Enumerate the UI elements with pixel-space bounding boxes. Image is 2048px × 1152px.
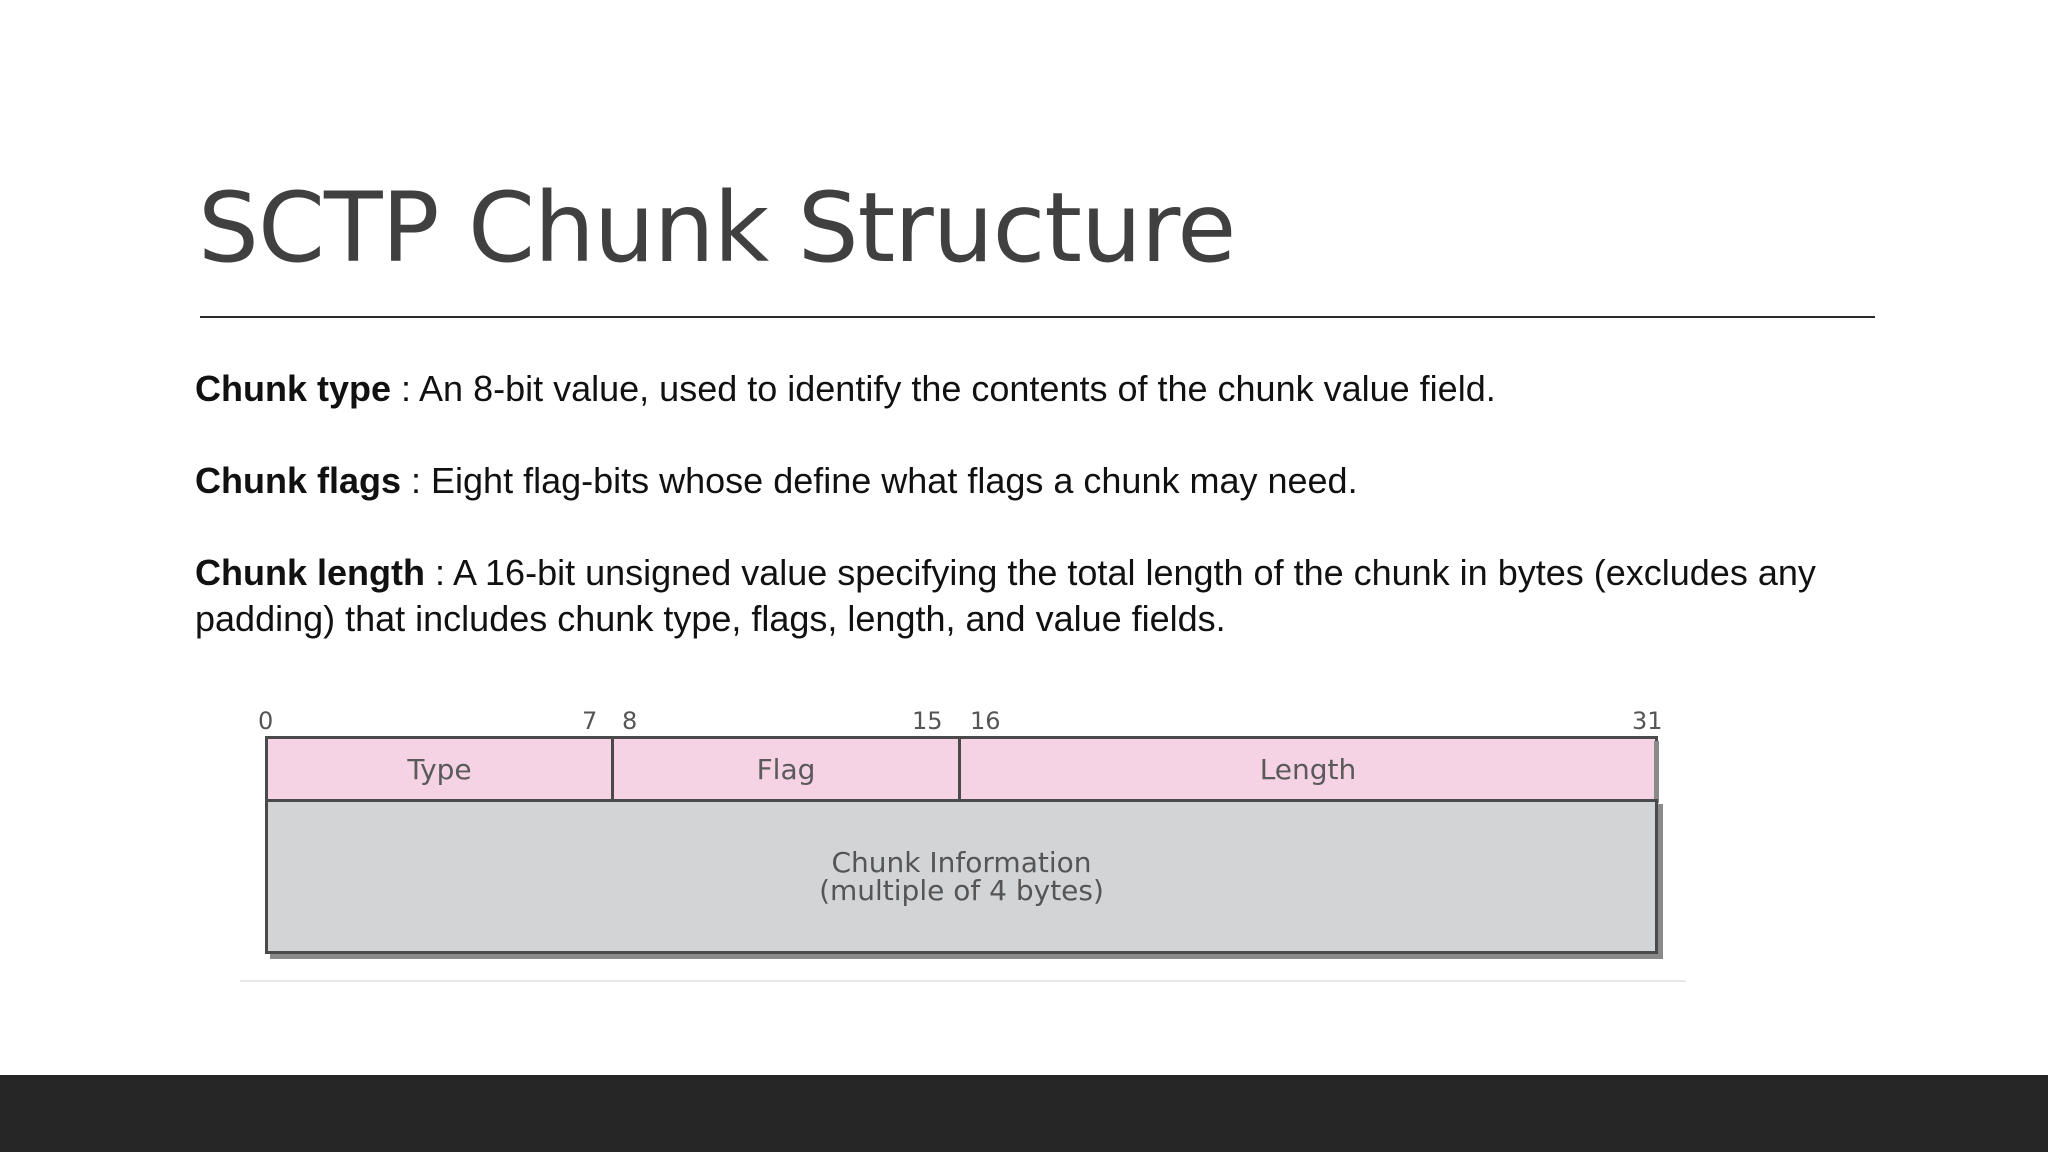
- definition-chunk-length: [195, 550, 1895, 642]
- field-chunk-information: [265, 799, 1658, 954]
- field-type-label: Type: [407, 752, 472, 786]
- definition-text: : Eight flag-bits whose define what flags a chunk may need.: [401, 460, 1358, 501]
- chunk-structure-diagram: [240, 700, 1686, 982]
- definition-term: Chunk flags: [195, 460, 402, 501]
- footer-bar: [0, 1075, 2048, 1152]
- bit-label-31: 31: [1632, 707, 1663, 735]
- field-type: [265, 736, 614, 802]
- field-length: [958, 736, 1658, 802]
- bit-label-7: 7: [582, 707, 598, 735]
- definition-chunk-type: [195, 366, 1895, 412]
- slide-title: SCTP Chunk Structure: [198, 172, 1236, 284]
- header-shadow: [1654, 741, 1659, 803]
- bit-label-16: 16: [970, 707, 1001, 735]
- definition-chunk-flags: [195, 458, 1895, 504]
- field-flag: [611, 736, 961, 802]
- title-divider: [200, 316, 1875, 318]
- chunk-info-line1: Chunk Information: [831, 845, 1092, 879]
- definition-term: Chunk length: [195, 552, 425, 593]
- definitions-text: [195, 366, 1895, 688]
- bit-label-8: 8: [622, 707, 638, 735]
- definition-term: Chunk type: [195, 368, 392, 409]
- chunk-info-line2: (multiple of 4 bytes): [819, 873, 1104, 907]
- definition-text: : An 8-bit value, used to identify the contents of the chunk value field.: [391, 368, 1496, 409]
- field-flag-label: Flag: [756, 752, 816, 786]
- bit-label-15: 15: [912, 707, 943, 735]
- bit-label-0: 0: [258, 707, 274, 735]
- field-length-label: Length: [1259, 752, 1357, 786]
- definition-text: : A 16-bit unsigned value specifying the total length of the chunk in bytes (excludes any padding) that includes chunk type, flags, length, and value fields.: [195, 552, 1816, 639]
